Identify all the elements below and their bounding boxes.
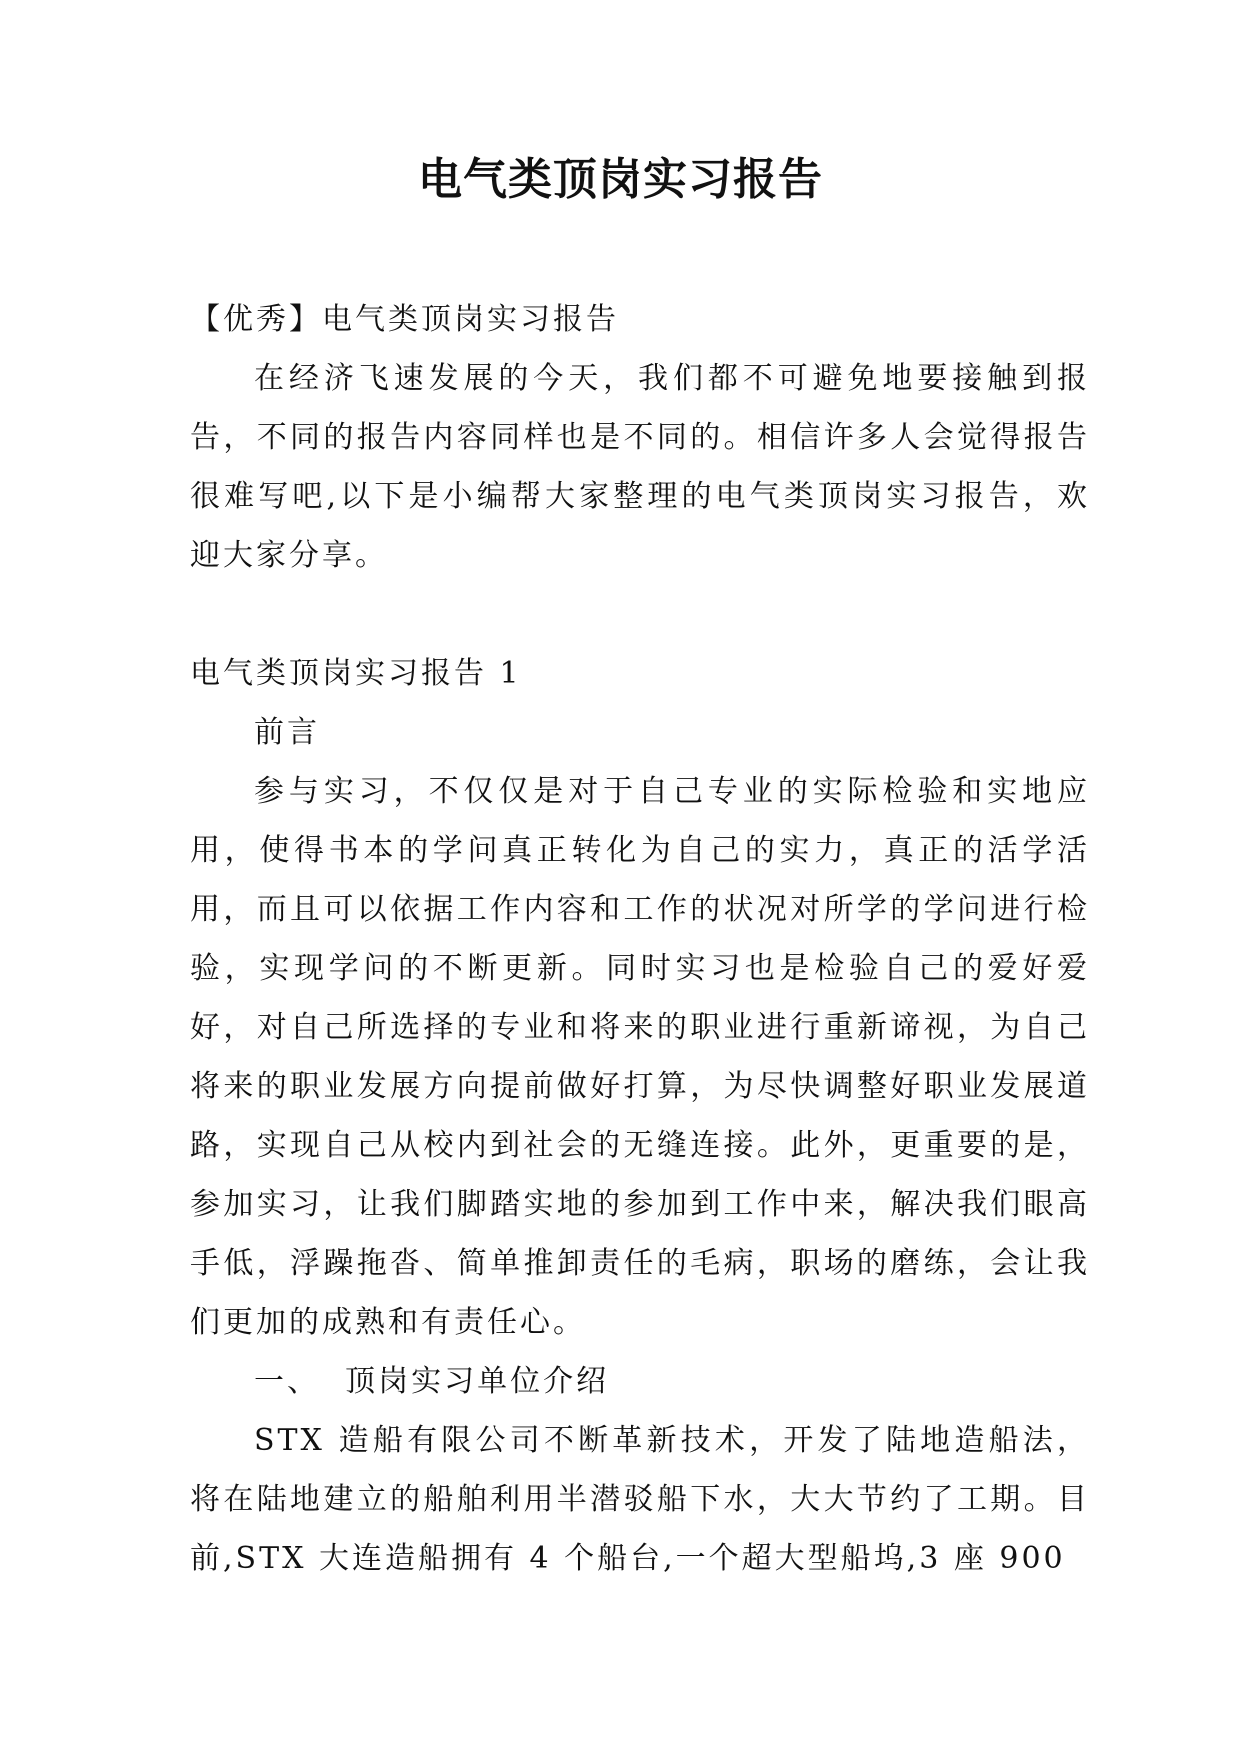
document-subtitle: 【优秀】电气类顶岗实习报告 bbox=[190, 302, 619, 337]
unit-paragraph: STX 造船有限公司不断革新技术，开发了陆地造船法，将在陆地建立的船舶利用半潜驳船下水，大大节约了工期。目前,STX 大连造船拥有 4 个船台,一个超大型船坞,3 座 900 bbox=[190, 1423, 1090, 1576]
document-body bbox=[190, 290, 1090, 1588]
preface-paragraph: 参与实习，不仅仅是对于自己专业的实际检验和实地应用，使得书本的学问真正转化为自己的实力，真正的活学活用，而且可以依据工作内容和工作的状况对所学的学问进行检验，实现学问的不断更新。同时实习也是检验自己的爱好爱好，对自己所选择的专业和将来的职业进行重新谛视，为自己将来的职业发展方向提前做好打算，为尽快调整好职业发展道路，实现自己从校内到社会的无缝连接。此外，更重要的是，参加实习，让我们脚踏实地的参加到工作中来，解决我们眼高手低，浮躁拖沓、简单推卸责任的毛病，职场的磨练，会让我们更加的成熟和有责任心。 bbox=[190, 774, 1090, 1340]
section-heading: 电气类顶岗实习报告 1 bbox=[190, 656, 522, 691]
document-title: 电气类顶岗实习报告 bbox=[418, 154, 823, 205]
paragraph-spacer bbox=[190, 585, 1090, 644]
unit-heading: 一、 顶岗实习单位介绍 bbox=[254, 1364, 610, 1399]
intro-paragraph: 在经济飞速发展的今天，我们都不可避免地要接触到报告，不同的报告内容同样也是不同的。相信许多人会觉得报告很难写吧,以下是小编帮大家整理的电气类顶岗实习报告，欢迎大家分享。 bbox=[190, 361, 1090, 573]
preface-heading: 前言 bbox=[254, 715, 320, 750]
